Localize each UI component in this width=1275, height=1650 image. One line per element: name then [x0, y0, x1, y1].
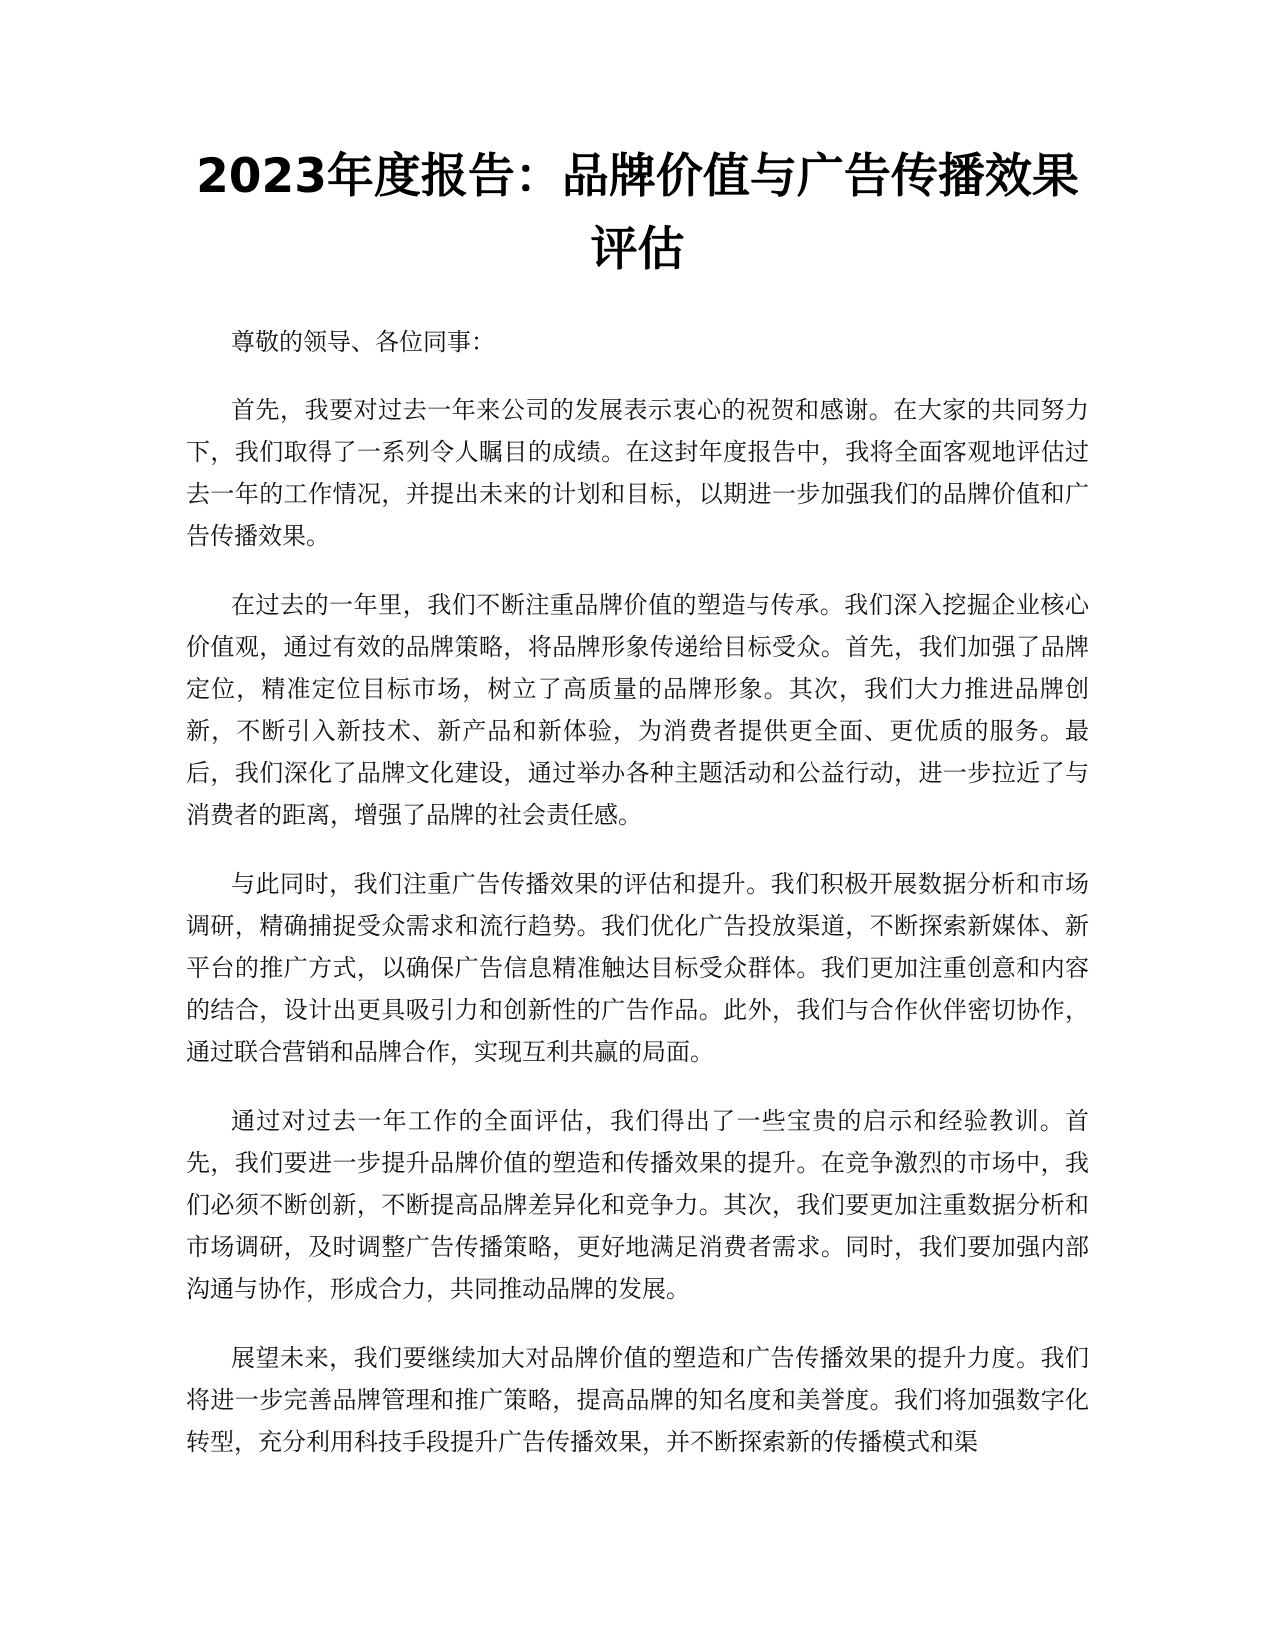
- paragraph-3: 与此同时，我们注重广告传播效果的评估和提升。我们积极开展数据分析和市场调研，精确捕捉受众需求和流行趋势。我们优化广告投放渠道，不断探索新媒体、新平台的推广方式，以确保广告信息精准触达目标受众群体。我们更加注重创意和内容的结合，设计出更具吸引力和创新性的广告作品。此外，我们与合作伙伴密切协作，通过联合营销和品牌合作，实现互利共赢的局面。: [186, 870, 1089, 1066]
- paragraph-1: 首先，我要对过去一年来公司的发展表示衷心的祝贺和感谢。在大家的共同努力下，我们取得了一系列令人瞩目的成绩。在这封年度报告中，我将全面客观地评估过去一年的工作情况，并提出未来的计划和目标，以期进一步加强我们的品牌价值和广告传播效果。: [186, 396, 1089, 550]
- paragraph-2: 在过去的一年里，我们不断注重品牌价值的塑造与传承。我们深入挖掘企业核心价值观，通过有效的品牌策略，将品牌形象传递给目标受众。首先，我们加强了品牌定位，精准定位目标市场，树立了高质量的品牌形象。其次，我们大力推进品牌创新，不断引入新技术、新产品和新体验，为消费者提供更全面、更优质的服务。最后，我们深化了品牌文化建设，通过举办各种主题活动和公益行动，进一步拉近了与消费者的距离，增强了品牌的社会责任感。: [186, 591, 1089, 829]
- greeting: 尊敬的领导、各位同事：: [231, 328, 495, 356]
- document-body: [186, 323, 1089, 1490]
- document-title: 2023年度报告：品牌价值与广告传播效果评估: [196, 149, 1079, 277]
- paragraph-4: 通过对过去一年工作的全面评估，我们得出了一些宝贵的启示和经验教训。首先，我们要进一步提升品牌价值的塑造和传播效果的提升。在竞争激烈的市场中，我们必须不断创新，不断提高品牌差异化和竞争力。其次，我们要更加注重数据分析和市场调研，及时调整广告传播策略，更好地满足消费者需求。同时，我们要加强内部沟通与协作，形成合力，共同推动品牌的发展。: [186, 1107, 1089, 1303]
- paragraph-5: 展望未来，我们要继续加大对品牌价值的塑造和广告传播效果的提升力度。我们将进一步完善品牌管理和推广策略，提高品牌的知名度和美誉度。我们将加强数字化转型，充分利用科技手段提升广告传播效果，并不断探索新的传播模式和渠: [186, 1344, 1089, 1456]
